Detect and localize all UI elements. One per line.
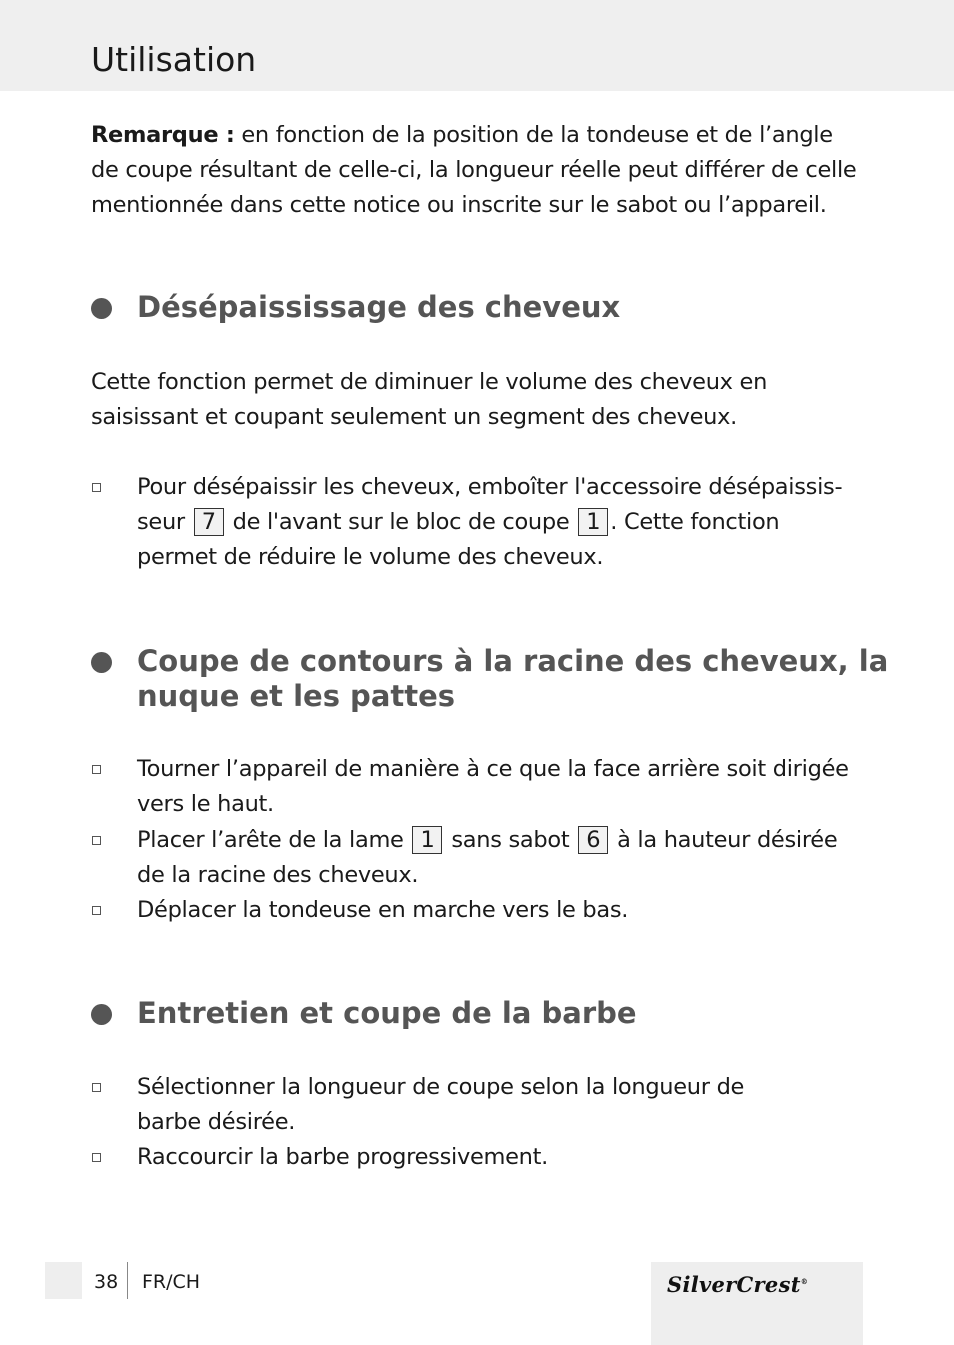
page-number: 38 bbox=[94, 1271, 119, 1293]
step-text: de l'avant sur le bloc de coupe bbox=[225, 509, 577, 535]
brand-name: SilverCrest bbox=[667, 1272, 801, 1297]
step-text: . Cette fonction permet de réduire le volume des cheveux. bbox=[137, 509, 780, 570]
reference-number: 1 bbox=[578, 508, 608, 536]
list-item bbox=[91, 1140, 861, 1175]
list-item-text: Sélectionner la longueur de coupe selon la longueur de barbe désirée. bbox=[137, 1074, 745, 1135]
reference-number: 6 bbox=[578, 826, 608, 854]
page-title: Utilisation bbox=[91, 40, 257, 79]
checkbox-bullet-icon bbox=[92, 1083, 101, 1092]
list-item bbox=[91, 470, 861, 575]
section-heading-text: Entretien et coupe de la barbe bbox=[137, 996, 637, 1030]
footer-divider bbox=[127, 1262, 128, 1299]
list-item bbox=[91, 893, 861, 928]
locale-label: FR/CH bbox=[142, 1271, 201, 1293]
bullet-icon bbox=[91, 298, 112, 319]
bullet-icon bbox=[91, 1004, 112, 1025]
reference-number: 1 bbox=[412, 826, 442, 854]
step-text: Pour désépaissir les cheveux, emboîter l'accessoire désépaissis- seur bbox=[137, 474, 843, 535]
list-item-text bbox=[91, 823, 861, 893]
step-text: sans sabot bbox=[444, 827, 577, 853]
reference-number: 7 bbox=[194, 508, 224, 536]
list-item-text: Raccourcir la barbe progressivement. bbox=[137, 1144, 548, 1170]
footer-marker bbox=[45, 1262, 82, 1299]
section-heading-text: Désépaississage des cheveux bbox=[137, 290, 621, 324]
checkbox-bullet-icon bbox=[92, 1153, 101, 1162]
checkbox-bullet-icon bbox=[92, 836, 101, 845]
list-item bbox=[91, 1070, 781, 1140]
section-heading-beard bbox=[91, 996, 891, 1031]
checkbox-bullet-icon bbox=[92, 483, 101, 492]
note-label: Remarque : bbox=[91, 122, 235, 148]
brand-box bbox=[651, 1262, 863, 1345]
note-paragraph bbox=[91, 118, 866, 223]
bullet-icon bbox=[91, 652, 112, 673]
section-intro: Cette fonction permet de diminuer le volume des cheveux en saisissant et coupant seulement un segment des cheveux. bbox=[91, 369, 768, 430]
list-item-text: Tourner l’appareil de manière à ce que la face arrière soit dirigée vers le haut. bbox=[137, 756, 849, 817]
checkbox-bullet-icon bbox=[92, 906, 101, 915]
section-heading-text: Coupe de contours à la racine des cheveux, la nuque et les pattes bbox=[137, 644, 889, 713]
registered-mark: ® bbox=[800, 1277, 809, 1286]
brand-logo bbox=[667, 1272, 808, 1297]
note-text: en fonction de la position de la tondeuse et de l’angle de coupe résultant de celle-ci, la longueur réelle peut différer de celle mentionnée dans cette notice ou inscrite sur le sabot ou l’appareil. bbox=[91, 122, 857, 218]
list-item-text bbox=[91, 470, 861, 575]
step-text: à la hauteur désirée de la racine des cheveux. bbox=[137, 827, 838, 888]
step-text: Placer l’arête de la lame bbox=[137, 827, 411, 853]
list-item-text: Déplacer la tondeuse en marche vers le bas. bbox=[137, 897, 629, 923]
list-item bbox=[91, 823, 861, 893]
checkbox-bullet-icon bbox=[92, 765, 101, 774]
section-heading-contours bbox=[91, 644, 891, 714]
list-item bbox=[91, 752, 861, 822]
section-heading-thinning bbox=[91, 290, 891, 325]
